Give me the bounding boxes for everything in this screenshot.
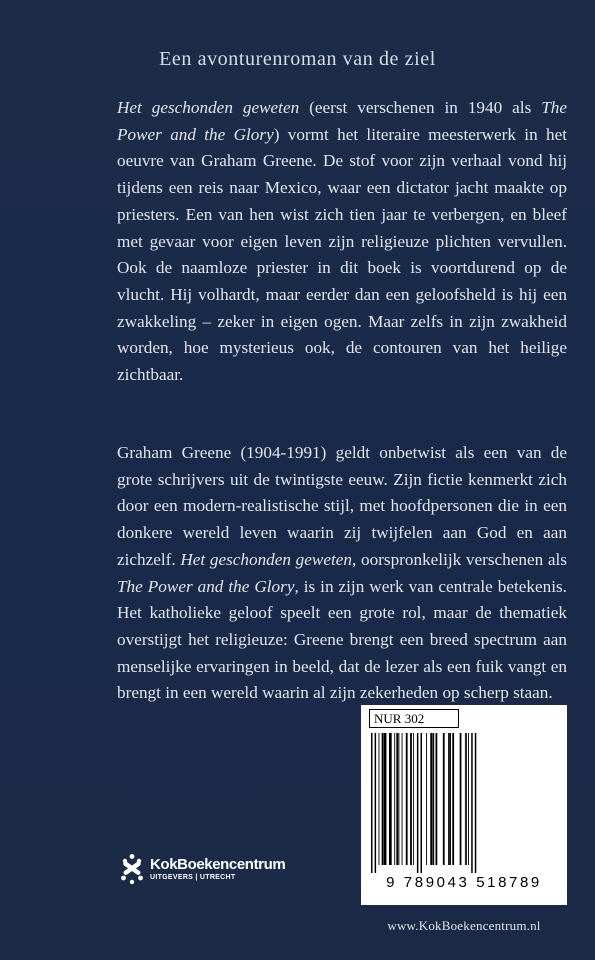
tagline: Een avonturenroman van de ziel xyxy=(159,48,436,70)
author-bio-text: , oorspronkelijk verschenen als xyxy=(352,549,567,569)
isbn-barcode xyxy=(369,733,559,873)
book-title-italic: Het geschonden geweten xyxy=(180,549,352,569)
blurb-paragraph-2 xyxy=(117,440,567,707)
isbn-digits: 9 789043 518789 xyxy=(386,874,542,891)
book-title-italic: Het geschonden geweten xyxy=(117,98,300,117)
original-title-italic: The Power and the Glory xyxy=(117,98,567,144)
nur-code: NUR 302 xyxy=(369,709,459,728)
blurb-text: (eerst verschenen in 1940 als xyxy=(299,98,542,117)
publisher-logo xyxy=(116,853,285,885)
blurb-text: ) vormt het literaire meesterwerk in het oeuvre van Graham Greene. De stof voor zijn verhaal vond hij tijdens een reis naar Mexico, waar een dictator jacht maakte op priesters. Een van hen wist zich tien jaar te verbergen, en bleef met gevaar voor eigen leven zijn religieuze plichten vervullen. Ook de naamloze priester in dit boek is voortdurend op de vlucht. Hij volhardt, maar eerder dan een geloofsheld is hij een zwakkeling – zeker in eigen ogen. Maar zelfs in zijn zwakheid worden, hoe mysterieus ook, de contouren van het heilige zichtbaar. xyxy=(117,124,567,385)
barcode-box xyxy=(361,705,567,905)
publisher-website: www.KokBoekencentrum.nl xyxy=(387,918,541,933)
author-bio-text: Graham Greene (1904-1991) geldt onbetwist als een van de grote schrijvers uit de twintigste eeuw. Zijn fictie kenmerkt zich door een modern-realistische stijl, met hoofdpersonen die in een donkere wereld leven waarin zij twijfelen aan God en aan zichzelf. xyxy=(117,443,567,569)
original-title-italic: The Power and the Glory xyxy=(117,576,295,596)
publisher-name: KokBoekencentrum xyxy=(150,855,286,873)
publisher-location: UITGEVERS | UTRECHT xyxy=(150,873,236,881)
author-bio-text: , is in zijn werk van centrale betekenis. Het katholieke geloof speelt een grote rol, maar de thematiek overstijgt het religieuze: Greene brengt een breed spectrum aan menselijke ervaringen in beeld, dat de lezer als een fuik vangt en brengt in een wereld waarin al zijn zekerheden op scherp staan. xyxy=(117,576,567,703)
kokboekencentrum-logo-icon xyxy=(116,853,148,885)
blurb-paragraph-1 xyxy=(117,95,567,389)
